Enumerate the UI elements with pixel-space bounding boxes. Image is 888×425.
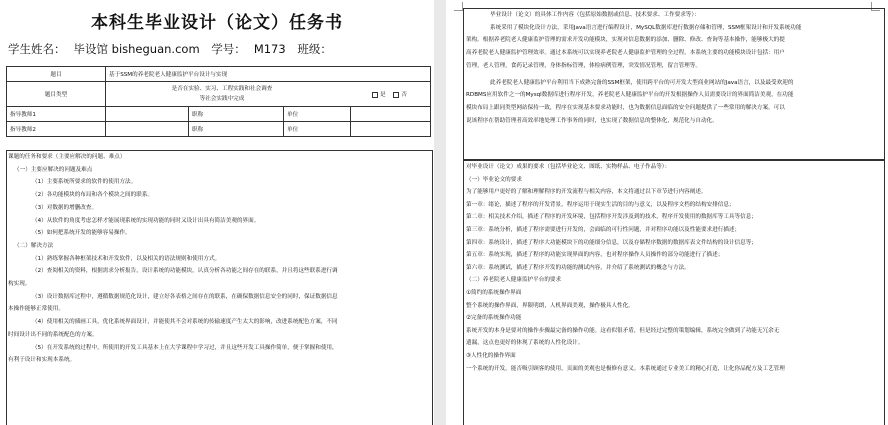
solution-item-cont: 有利于设计和实现本系统。 xyxy=(8,357,76,364)
problem-item: （3）对数据的增删改查。 xyxy=(32,204,98,211)
chapter-line: 第一章：绪论，描述了程序的开发背景，程序运用于现实生活的目的与意义，以及程序文档的结构安排信息； xyxy=(466,201,735,208)
yes-label: 是 xyxy=(380,92,386,98)
topic-value: 基于SSM的养老院老人健康监护平台设计与实现 xyxy=(106,67,431,82)
advisor2-value xyxy=(106,122,189,137)
task-heading: 课题的任务和要求（主要应解决的问题、难点） xyxy=(8,154,126,160)
left-page xyxy=(0,0,434,425)
advisor2-unit-value xyxy=(351,122,431,137)
student-info-line xyxy=(8,41,340,57)
topic-label: 题目 xyxy=(7,67,106,82)
chapter-line: 第三章：系统分析，描述了程序需要进行开发的，会面临的可行性问题，并对程序功能以及性能要求进行描述； xyxy=(466,226,741,233)
task-info-table xyxy=(6,66,431,137)
no-checkbox[interactable] xyxy=(393,92,399,98)
advisor2-rank-label: 职称 xyxy=(189,122,284,137)
name-value: 毕设馆 bisheguan.com xyxy=(73,42,200,56)
problem-item: （5）如何把系统开发的能够容易操作。 xyxy=(32,230,131,237)
student-id-label: 学号： xyxy=(211,42,246,56)
subheading-1: ①简约的系统操作界面 xyxy=(466,289,522,296)
document-title: 本科生毕业设计（论文）任务书 xyxy=(91,13,343,33)
advisor2-label: 指导教师2 xyxy=(7,122,106,137)
thesis-intro: 为了能够用户更好的了解和理解程序的开发流程与相关内容，本文将通过以下章节进行内容阐述。 xyxy=(466,189,707,196)
name-label: 学生姓名： xyxy=(8,42,66,56)
solution-item: （4）使用相关的插画工具，优化系统界面设计，并能使其不会对系统的传输速度产生太大的影响，改进系统配色方案，不同 xyxy=(32,319,338,326)
solution-item: （1）熟练掌握各种框架技术和开发软件，以及相关的语法规则和使用方式。 xyxy=(32,255,221,262)
no-label: 否 xyxy=(401,92,407,98)
task-body xyxy=(8,151,429,367)
advisor1-rank-label: 职称 xyxy=(189,107,284,122)
subheading-3: ③人性化的操作界面 xyxy=(466,352,516,359)
solution-item: （5）在开发系统的过程中，所使用的开发工具基本上在大学课程中学习过，并且这些开发工具操作简单，便于掌握和使用， xyxy=(32,344,338,351)
work-content xyxy=(466,9,881,127)
thesis-requirements-heading: （一）毕业论文的要求 xyxy=(466,176,522,183)
subheading-2-text: 遗漏，这点也更好的体现了系统的人性化设计。 xyxy=(466,340,584,347)
solution-item-cont: 本操作能够正常使用。 xyxy=(8,306,64,313)
para1-line: 系统采用了模块化设计方法，采用Java语言进行编程设计，MySQL数据库进行数据存储和管理，SSM框架设计和开发系统功能 xyxy=(490,24,802,31)
solution-item-cont: 时间设计出不同的系统配色的方案。 xyxy=(8,331,98,338)
subheading-2: ②完备的系统操作功能 xyxy=(466,315,522,322)
para2-line: RDBMS应用软件之一的Mysql数据库进行程序开发，养老院老人健康监护平台的开发根据操作人员需要设计的界面简洁美观，在功能 xyxy=(466,92,794,99)
class-label: 班级： xyxy=(297,42,332,56)
right-page xyxy=(446,0,888,425)
solution-item: （2）查阅相关的资料，根据需求分析报告，设计系统的功能模块，认真分析各功能之间存在的联系，并且将这些联系进行调 xyxy=(32,268,338,275)
problem-item: （1）主要系统所要求的软件的使用方法。 xyxy=(32,179,137,186)
problem-item: （4）从软件的角度考虑怎样才能展现系统的实现功能的同时又设计出具有简洁美观的界面。 xyxy=(32,217,260,224)
student-id-value: M173 xyxy=(253,42,286,56)
results-heading: 对毕业设计（论文）成果的要求（包括毕业论文、图纸、实物样品、电子作品等）： xyxy=(466,164,671,170)
subheading-1-text: 整个系统的操作界面，界限明朗，人机界面美观，操作极具人性化。 xyxy=(466,302,634,309)
para1-line: 高养老院老人健康监护管理效率。通过本系统可以实现养老院老人健康监护管理的全过程，本系统主要的功能模块设计包括：用户 xyxy=(466,50,785,57)
section-problems: （一）主要应解决的问题及难点 xyxy=(14,166,93,173)
para2-line: 此养老院老人健康监护平台利用当下成熟完备的SSM框架，使用跨平台的可开发大型商业网站的Java语言，以及最受欢迎的 xyxy=(490,79,794,86)
source-question-line2: 等社会实践中完成 xyxy=(199,96,245,102)
para1-line: 架构。根据养老院老人健康监护管理的需求开发功能模块，实现对信息数据的添加、删除、修改、查询等基本操作，能够极大的提 xyxy=(466,37,785,44)
solution-item-cont: 构实现。 xyxy=(8,281,31,288)
problem-item: （2）各功能模块的布局和各个模块之间的联系。 xyxy=(32,192,154,199)
para1-line: 管理，老人管理，食药记录管理，身体指标管理，体检病例管理，突发情况管理，留言管理等。 xyxy=(466,62,701,69)
chapter-line: 第五章：系统实现，描述了程序的功能实现界面的内容，也对程序操作人员操作的部分功能进行了描述； xyxy=(466,252,724,259)
para2-line: 说该程序在帮助管理者高效率地处理工作事务的同时，也实现了数据信息的整体化，规范化与自动化。 xyxy=(466,117,718,124)
platform-requirements-heading: （二）养老院老人健康监护平台的要求 xyxy=(466,277,562,284)
chapter-line: 第二章：相关技术介绍，描述了程序的开发环境，包括程序开发涉及到的技术，程序开发使用的数据库等工具等信息； xyxy=(466,214,757,221)
advisor1-value xyxy=(106,107,189,122)
advisor1-unit-label: 单位 xyxy=(284,107,351,122)
page-gutter xyxy=(434,0,446,425)
chapter-line: 第六章：系统测试，描述了程序开发的功能的测试内容，并介绍了系统测试的概念与方法。 xyxy=(466,264,690,271)
yes-checkbox[interactable] xyxy=(372,92,378,98)
solution-item: （3）设计数据库过程中，遵循数据规范化设计，建立好各表格之间存在的联系，在确保数据信息安全的同时，保证数据信息 xyxy=(32,293,338,300)
source-cell xyxy=(106,82,431,107)
corner-mark xyxy=(454,2,463,11)
source-label: 题目类型 xyxy=(7,82,106,107)
chapter-line: 第四章：系统设计，描述了程序大功能模块下的功能细分信息，以及存储程序数据的数据库表文件结构的设计信息等； xyxy=(466,239,757,246)
work-content-heading: 毕业设计（论文）的具体工作内容（包括原始数据或信息、技术要求、工作要求等）： xyxy=(490,12,700,18)
source-question-line1: 是否在实验、实习、工程实践和社会调查 xyxy=(171,86,273,92)
subheading-2-text: 系统开发的本身是要对的操作步骤最完备的操作功能。这看似很矛盾，但是经过完整的策划编辑，系统完全做到了功能无冗余无 xyxy=(466,327,780,334)
para2-line: 模块布局上跟同类型网站保持一致，程序在实现基本要求功能时，也为数据信息面临的安全问题提供了一些常用的解决方案。可以 xyxy=(466,104,785,111)
advisor1-unit-value xyxy=(351,107,431,122)
subheading-3-text: 一个系统的开发，能否吸引顾客的使用，页面的美观也是极修有意义。本系统通过专业美工的精心打造，让化你品配方及工艺管理 xyxy=(466,365,785,372)
results-content xyxy=(466,161,881,375)
advisor1-label: 指导教师1 xyxy=(7,107,106,122)
advisor2-unit-label: 单位 xyxy=(284,122,351,137)
section-solutions: （二）解决方法 xyxy=(14,242,54,249)
